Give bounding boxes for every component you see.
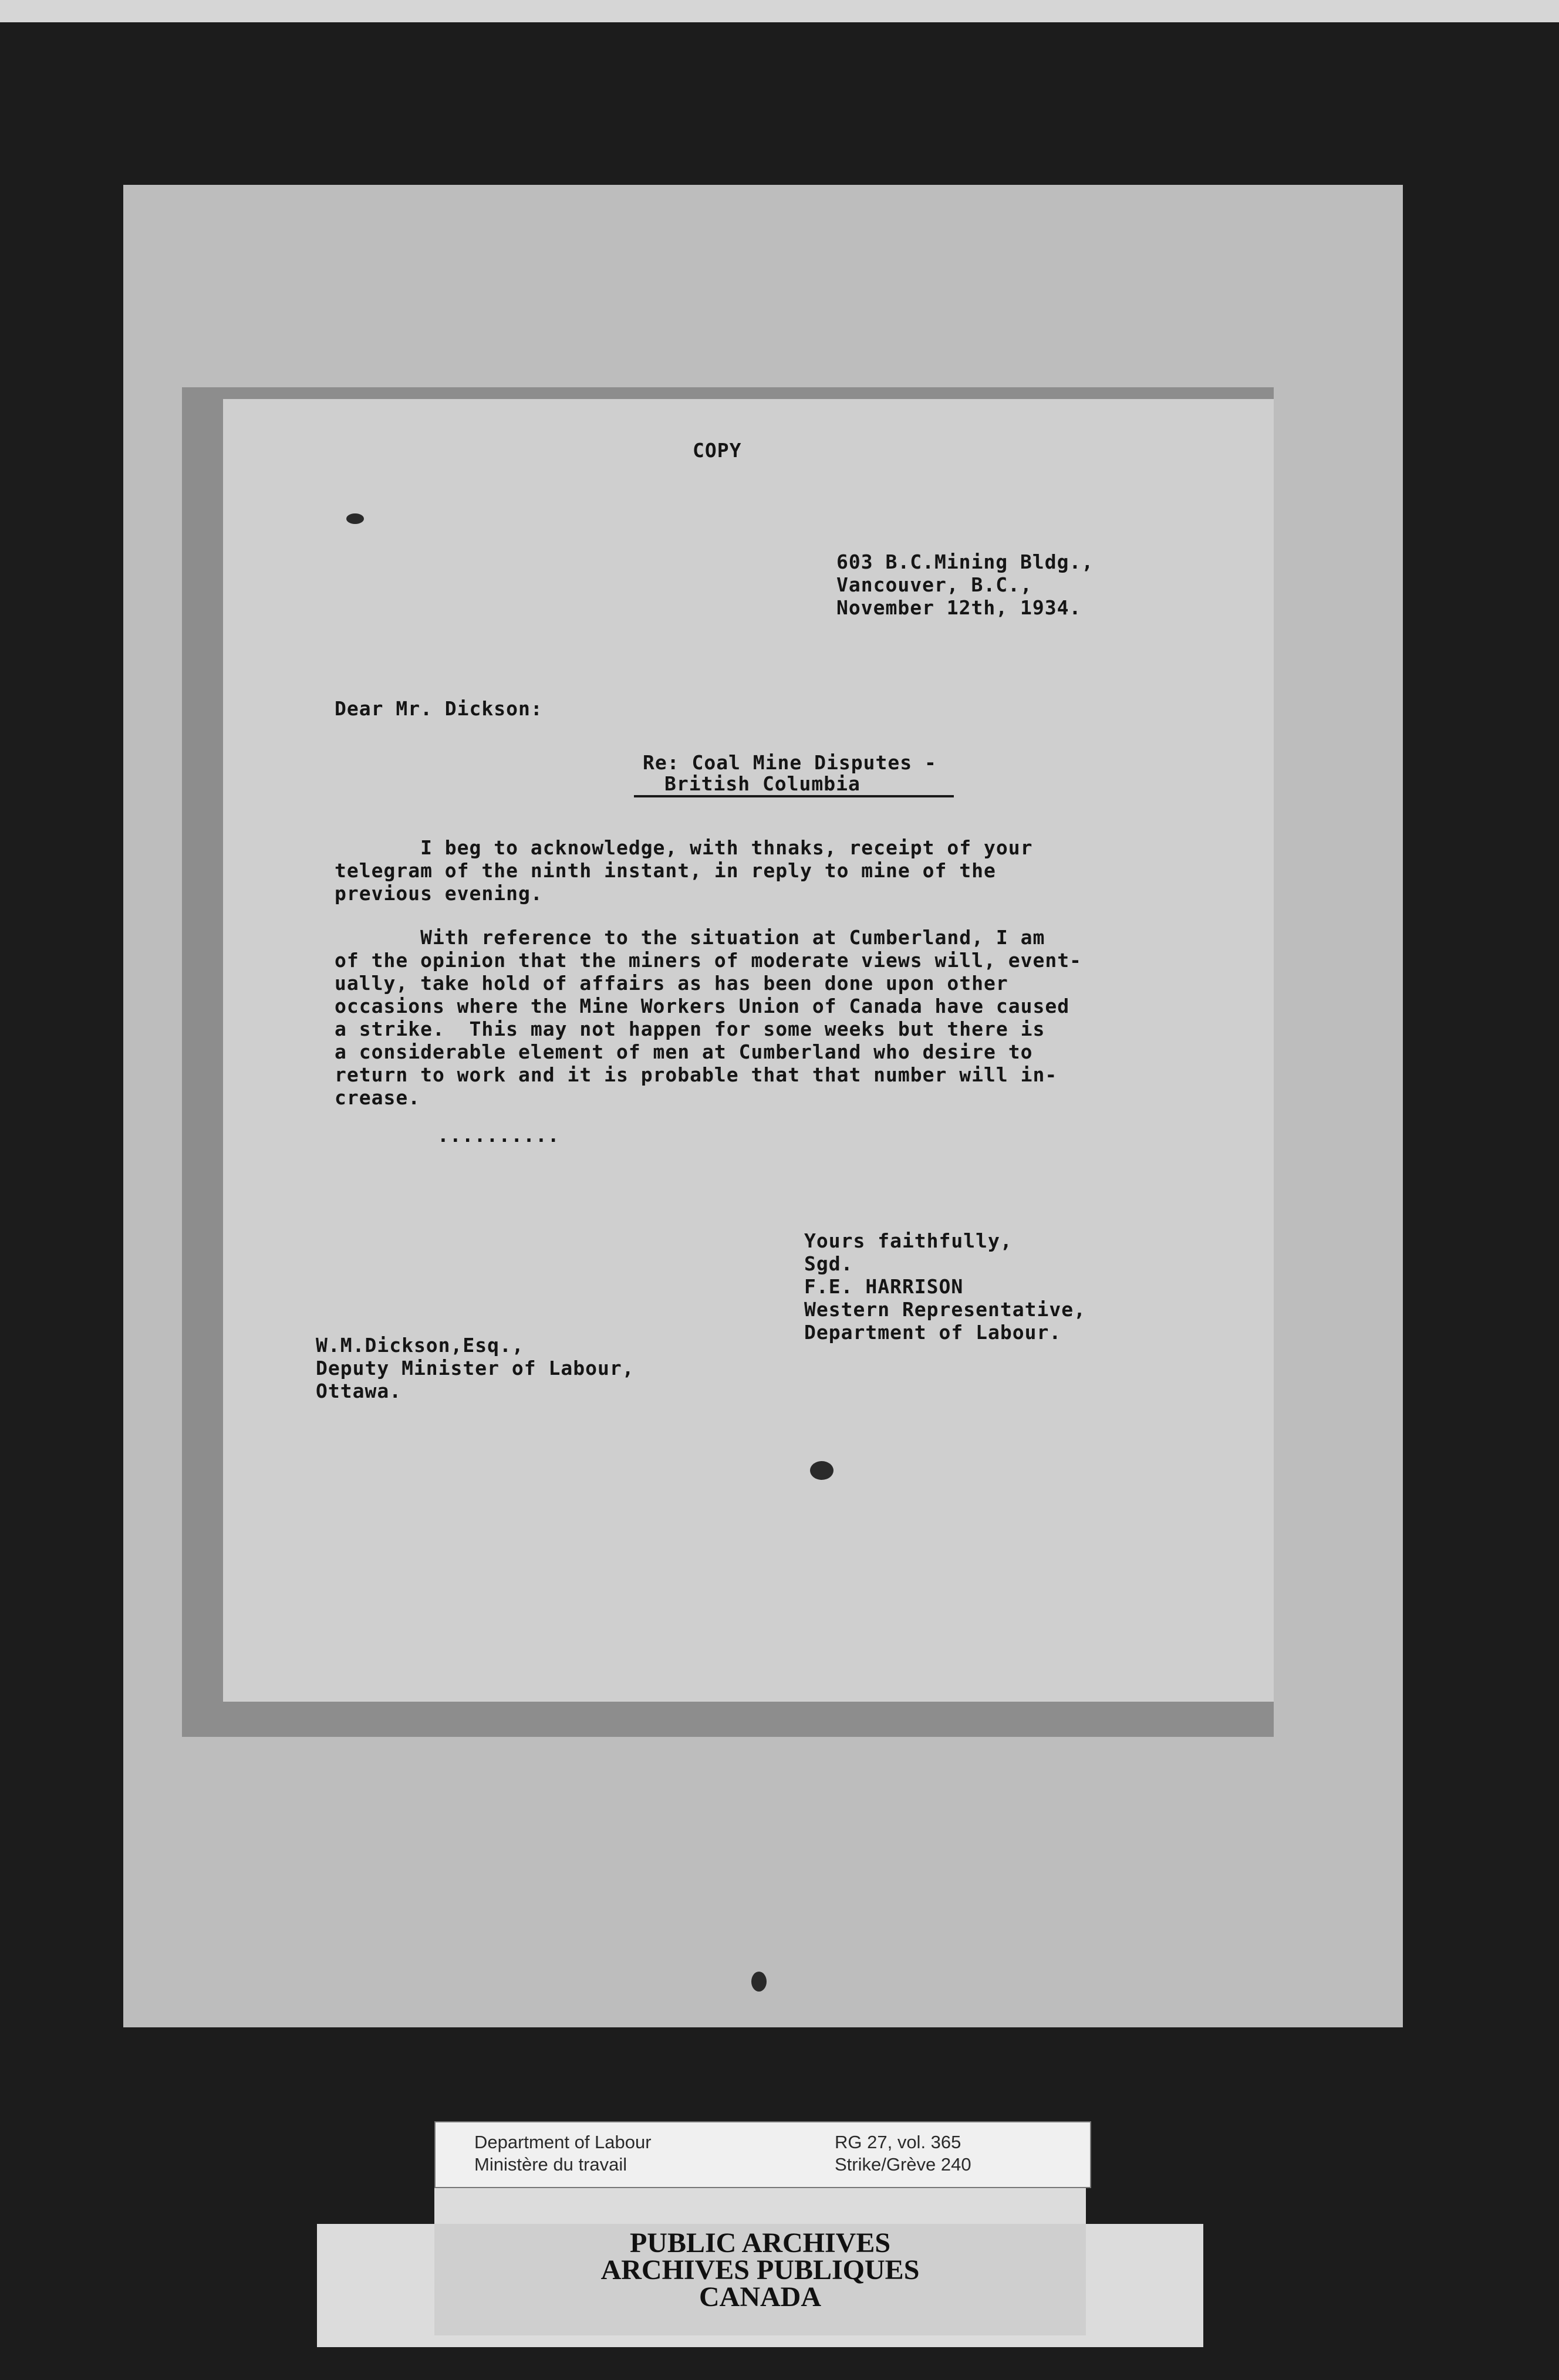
paragraph-2-line-2: of the opinion that the miners of moderate views will, event- xyxy=(335,949,1082,972)
salutation: Dear Mr. Dickson: xyxy=(335,697,543,720)
address-line-2: Vancouver, B.C., xyxy=(836,573,1032,596)
film-edge xyxy=(0,0,1559,22)
label-dept-en: Department of Labour xyxy=(474,2132,652,2152)
paragraph-1-line-2: telegram of the ninth instant, in reply to mine of the xyxy=(335,859,996,882)
paragraph-1-line-1: I beg to acknowledge, with thnaks, receipt of your xyxy=(335,836,1033,859)
stamp-notch-right xyxy=(1086,2154,1203,2224)
archive-stamp-line-2: ARCHIVES PUBLIQUES xyxy=(600,2254,920,2286)
address-line-1: 603 B.C.Mining Bldg., xyxy=(836,550,1094,573)
paragraph-2-line-5: a strike. This may not happen for some weeks but there is xyxy=(335,1017,1045,1040)
label-dept-fr: Ministère du travail xyxy=(474,2154,627,2175)
closing-line-3: F.E. HARRISON xyxy=(804,1275,964,1298)
paragraph-2-line-8: crease. xyxy=(335,1086,421,1109)
paragraph-1-line-3: previous evening. xyxy=(335,882,543,905)
closing-line-5: Department of Labour. xyxy=(804,1321,1062,1344)
paragraph-2-line-6: a considerable element of men at Cumberland who desire to xyxy=(335,1040,1033,1063)
recipient-line-1: W.M.Dickson,Esq., xyxy=(316,1334,524,1357)
paragraph-2-line-1: With reference to the situation at Cumberland, I am xyxy=(335,926,1045,949)
ink-mark xyxy=(346,513,364,524)
closing-line-1: Yours faithfully, xyxy=(804,1229,1013,1252)
stamp-notch-left xyxy=(317,2154,434,2224)
archive-stamp-line-3: CANADA xyxy=(699,2281,821,2313)
mount-mark xyxy=(751,1972,767,1992)
letter-sheet xyxy=(223,399,1274,1702)
recipient-line-2: Deputy Minister of Labour, xyxy=(316,1357,635,1380)
subject-underline xyxy=(634,795,954,797)
recipient-line-3: Ottawa. xyxy=(316,1380,402,1402)
letter-heading: COPY xyxy=(693,439,742,462)
paragraph-2-line-4: occasions where the Mine Workers Union of Canada have caused xyxy=(335,995,1070,1017)
address-line-3: November 12th, 1934. xyxy=(836,596,1082,619)
subject-line-2: British Columbia xyxy=(664,772,861,795)
paragraph-2-line-3: ually, take hold of affairs as has been done upon other xyxy=(335,972,1008,995)
closing-line-2: Sgd. xyxy=(804,1252,853,1275)
ink-smudge xyxy=(810,1461,834,1480)
label-strike: Strike/Grève 240 xyxy=(835,2154,971,2175)
label-ref: RG 27, vol. 365 xyxy=(835,2132,961,2152)
paragraph-2-line-7: return to work and it is probable that that number will in- xyxy=(335,1063,1058,1086)
archive-stamp-line-1: PUBLIC ARCHIVES xyxy=(629,2227,891,2259)
subject-line-1: Re: Coal Mine Disputes - xyxy=(643,751,937,774)
closing-line-4: Western Representative, xyxy=(804,1298,1086,1321)
ellipsis: .......... xyxy=(437,1124,560,1147)
